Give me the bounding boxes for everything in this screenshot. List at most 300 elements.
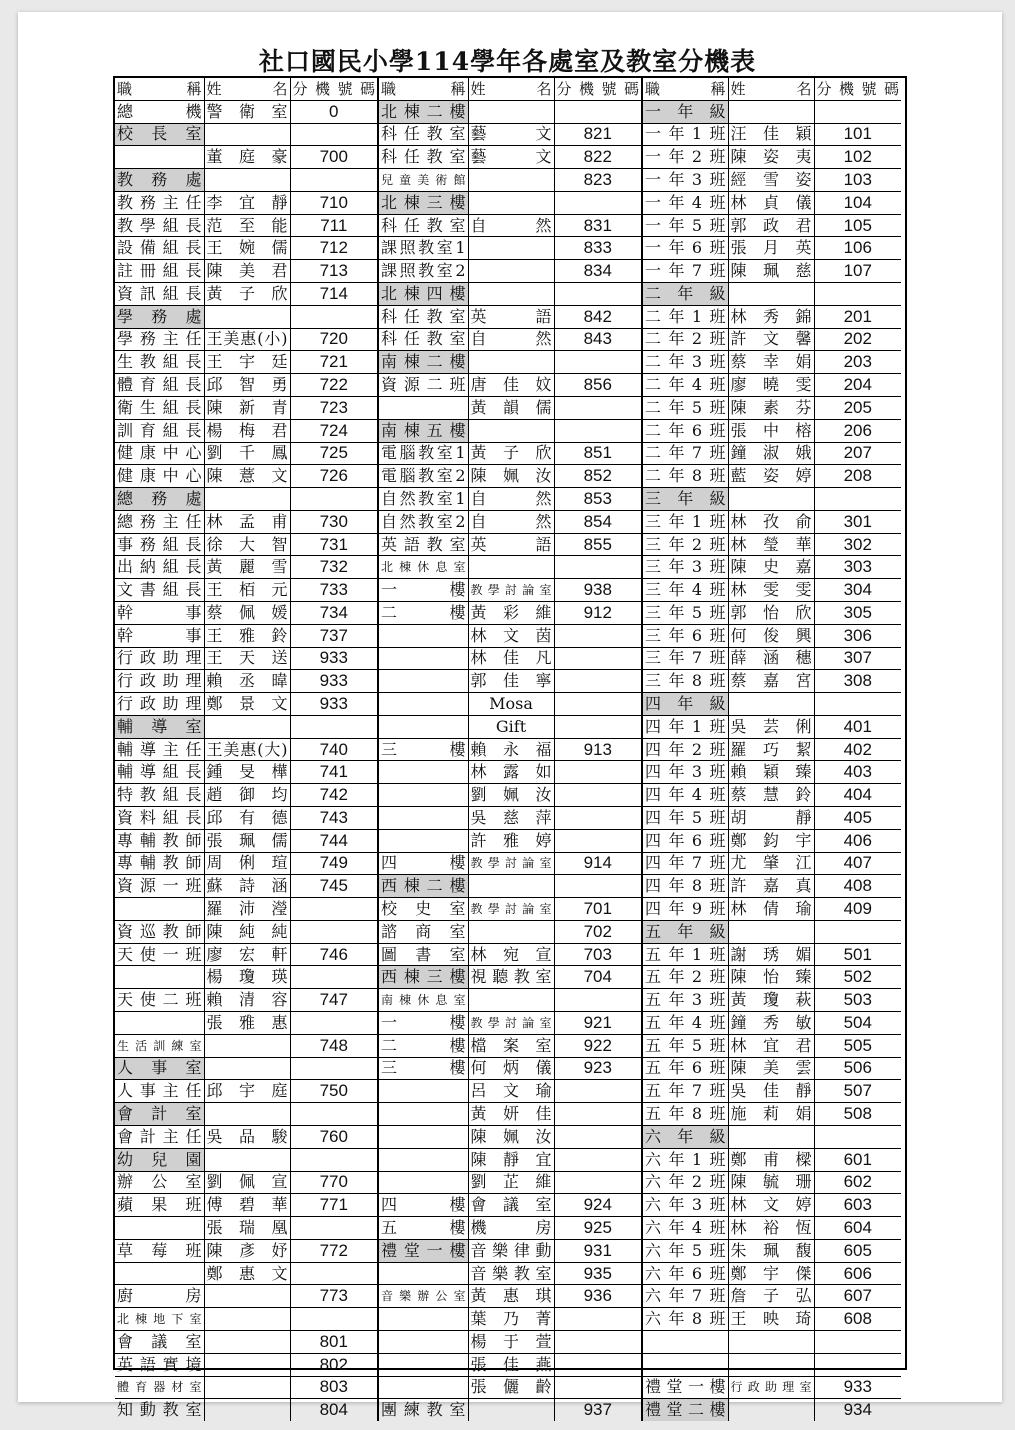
name-cell: 楊 梅 君	[204, 419, 290, 442]
table-row	[115, 396, 377, 419]
name-cell	[204, 1308, 290, 1331]
name-cell: 蔡 佩 媛	[204, 601, 290, 624]
extension-cell: 105	[814, 214, 901, 237]
room-title-cell: 總 務 處	[115, 488, 204, 511]
table-row	[115, 1353, 377, 1376]
table-row	[115, 943, 377, 966]
extension-cell: 803	[290, 1376, 377, 1399]
room-title-cell: 二年2班	[642, 328, 728, 351]
name-cell: 會 議 室	[468, 1194, 554, 1217]
extension-cell	[554, 989, 641, 1012]
extension-cell: 726	[290, 465, 377, 488]
table-row	[115, 1376, 377, 1399]
table-row	[115, 898, 377, 921]
table-row	[642, 533, 901, 556]
table-row	[115, 989, 377, 1012]
room-title-cell: 五年8班	[642, 1103, 728, 1126]
extension-cell: 843	[554, 328, 641, 351]
room-title-cell: 幹 事	[115, 624, 204, 647]
room-title-cell: 六年3班	[642, 1194, 728, 1217]
room-title-cell	[378, 1080, 468, 1103]
name-cell: 黃 妍 佳	[468, 1103, 554, 1126]
table-row	[642, 283, 901, 306]
extension-cell: 802	[290, 1353, 377, 1376]
extension-table	[113, 76, 907, 1420]
room-title-cell	[378, 715, 468, 738]
name-cell: 范 至 能	[204, 214, 290, 237]
table-row	[642, 1012, 901, 1035]
extension-cell	[290, 1262, 377, 1285]
extension-cell: 308	[814, 670, 901, 693]
table-row	[115, 670, 377, 693]
table-row	[115, 1148, 377, 1171]
table-row	[378, 807, 641, 830]
room-title-cell: 行政助理	[115, 693, 204, 716]
name-cell: 張 月 英	[728, 237, 814, 260]
table-row	[115, 738, 377, 761]
room-title-cell: 六年5班	[642, 1239, 728, 1262]
name-cell: 林 孟 甫	[204, 510, 290, 533]
name-cell: 張 儷 齡	[468, 1376, 554, 1399]
extension-cell: 923	[554, 1057, 641, 1080]
room-title-cell: 二年3班	[642, 351, 728, 374]
extension-cell: 733	[290, 579, 377, 602]
extension-cell: 104	[814, 191, 901, 214]
name-cell	[728, 1399, 814, 1421]
table-row	[642, 396, 901, 419]
room-title-cell: 五 樓	[378, 1217, 468, 1240]
extension-cell	[290, 898, 377, 921]
name-cell: 陳 新 青	[204, 396, 290, 419]
extension-cell: 772	[290, 1239, 377, 1262]
table-row	[115, 875, 377, 898]
name-cell: 自 然	[468, 214, 554, 237]
room-title-cell: 學 務 處	[115, 305, 204, 328]
extension-cell: 208	[814, 465, 901, 488]
name-cell: 賴 丞 暐	[204, 670, 290, 693]
table-row	[642, 1239, 901, 1262]
extension-cell: 711	[290, 214, 377, 237]
table-row	[378, 305, 641, 328]
page-title: 社口國民小學114學年各處室及教室分機表	[258, 47, 757, 76]
extension-cell: 504	[814, 1012, 901, 1035]
name-cell: 林 秀 錦	[728, 305, 814, 328]
name-cell	[204, 488, 290, 511]
table-row	[378, 442, 641, 465]
table-row	[378, 1239, 641, 1262]
name-cell	[468, 169, 554, 192]
table-row	[115, 146, 377, 169]
room-title-cell: 四 樓	[378, 852, 468, 875]
room-title-cell: 訓育組長	[115, 419, 204, 442]
table-row	[115, 1217, 377, 1240]
header-title: 職 稱	[381, 79, 466, 98]
extension-cell: 207	[814, 442, 901, 465]
extension-cell: 720	[290, 328, 377, 351]
name-cell: 陳 薏 文	[204, 465, 290, 488]
name-cell: 檔 案 室	[468, 1034, 554, 1057]
extension-cell: 770	[290, 1171, 377, 1194]
name-cell: 李 宜 靜	[204, 191, 290, 214]
name-cell: 傅 碧 華	[204, 1194, 290, 1217]
table-row	[115, 579, 377, 602]
table-row	[642, 442, 901, 465]
name-cell: 張 雅 惠	[204, 1012, 290, 1035]
room-title-cell: 三年6班	[642, 624, 728, 647]
name-cell	[204, 1399, 290, 1421]
room-title-cell: 五年6班	[642, 1057, 728, 1080]
room-title-cell: 人事主任	[115, 1080, 204, 1103]
extension-cell	[554, 100, 641, 123]
extension-cell: 912	[554, 601, 641, 624]
name-cell	[204, 1353, 290, 1376]
name-cell: 葉 乃 菁	[468, 1308, 554, 1331]
room-title-cell: 二 年 級	[642, 283, 728, 306]
name-cell: 陳 姵 汝	[468, 1125, 554, 1148]
table-row	[378, 1308, 641, 1331]
extension-cell: 856	[554, 374, 641, 397]
extension-cell: 506	[814, 1057, 901, 1080]
room-title-cell: 資巡教師	[115, 920, 204, 943]
name-cell: 陳 珮 慈	[728, 260, 814, 283]
extension-cell: 704	[554, 966, 641, 989]
room-title-cell: 科任教室	[378, 123, 468, 146]
room-title-cell: 五年1班	[642, 943, 728, 966]
table-row	[378, 784, 641, 807]
name-cell: 林 宛 宣	[468, 943, 554, 966]
room-title-cell: 資源一班	[115, 875, 204, 898]
extension-cell: 741	[290, 761, 377, 784]
table-row	[115, 1308, 377, 1331]
room-title-cell: 資料組長	[115, 807, 204, 830]
extension-cell	[554, 1353, 641, 1376]
name-cell	[204, 1034, 290, 1057]
room-title-cell: 四 年 級	[642, 693, 728, 716]
extension-cell	[290, 305, 377, 328]
room-title-cell: 北棟四樓	[378, 283, 468, 306]
extension-cell: 933	[290, 693, 377, 716]
room-title-cell: 科任教室	[378, 305, 468, 328]
table-row	[378, 738, 641, 761]
room-title-cell: 二 樓	[378, 1034, 468, 1057]
table-row	[115, 351, 377, 374]
room-title-cell	[378, 624, 468, 647]
name-cell: 楊 于 萱	[468, 1330, 554, 1353]
name-cell: 鍾 旻 樺	[204, 761, 290, 784]
table-row	[115, 920, 377, 943]
room-title-cell: 天使二班	[115, 989, 204, 1012]
table-row	[115, 1012, 377, 1035]
extension-cell: 714	[290, 283, 377, 306]
room-title-cell: 一 年 級	[642, 100, 728, 123]
name-cell: 音樂教室	[468, 1262, 554, 1285]
name-cell: 賴 穎 臻	[728, 761, 814, 784]
room-title-cell: 團練教室	[378, 1399, 468, 1421]
name-cell: 視聽教室	[468, 966, 554, 989]
name-cell: 汪 佳 穎	[728, 123, 814, 146]
table-row	[115, 305, 377, 328]
name-cell: 林 瑩 華	[728, 533, 814, 556]
name-cell: 劉 千 鳳	[204, 442, 290, 465]
extension-cell: 747	[290, 989, 377, 1012]
extension-cell: 102	[814, 146, 901, 169]
room-title-cell: 三年2班	[642, 533, 728, 556]
room-title-cell	[115, 1262, 204, 1285]
name-cell	[204, 1148, 290, 1171]
name-cell: 王美惠(小)	[204, 328, 290, 351]
extension-cell: 712	[290, 237, 377, 260]
name-cell	[204, 1057, 290, 1080]
table-row	[642, 100, 901, 123]
room-title-cell	[115, 146, 204, 169]
room-title-cell: 四年2班	[642, 738, 728, 761]
extension-cell: 301	[814, 510, 901, 533]
room-title-cell: 專輔教師	[115, 829, 204, 852]
extension-cell: 737	[290, 624, 377, 647]
room-title-cell: 北棟地下室	[115, 1308, 204, 1331]
name-cell	[204, 305, 290, 328]
extension-cell: 0	[290, 100, 377, 123]
extension-cell: 607	[814, 1285, 901, 1308]
name-cell: 邱 宇 庭	[204, 1080, 290, 1103]
room-title-cell: 二 樓	[378, 601, 468, 624]
table-row	[115, 601, 377, 624]
table-row	[378, 1171, 641, 1194]
table-row	[378, 1194, 641, 1217]
extension-cell	[290, 123, 377, 146]
name-cell	[468, 556, 554, 579]
name-cell: 陳 姿 夷	[728, 146, 814, 169]
extension-cell: 303	[814, 556, 901, 579]
table-row	[378, 123, 641, 146]
name-cell: 林 貞 儀	[728, 191, 814, 214]
room-title-cell: 一 樓	[378, 579, 468, 602]
room-title-cell: 事務組長	[115, 533, 204, 556]
room-title-cell: 六年1班	[642, 1148, 728, 1171]
table-row	[378, 100, 641, 123]
name-cell	[728, 693, 814, 716]
table-row	[378, 510, 641, 533]
name-cell: 許 文 馨	[728, 328, 814, 351]
extension-cell: 406	[814, 829, 901, 852]
room-title-cell	[378, 1103, 468, 1126]
name-cell	[728, 1125, 814, 1148]
name-cell: 鄭 甫 樑	[728, 1148, 814, 1171]
table-row	[115, 1262, 377, 1285]
name-cell: 許 雅 婷	[468, 829, 554, 852]
extension-cell	[290, 966, 377, 989]
room-title-cell: 校 史 室	[378, 898, 468, 921]
extension-cell: 933	[290, 647, 377, 670]
name-cell: 林 孜 俞	[728, 510, 814, 533]
table-row	[378, 852, 641, 875]
extension-cell	[290, 488, 377, 511]
table-row	[642, 191, 901, 214]
extension-cell	[290, 920, 377, 943]
extension-cell	[554, 829, 641, 852]
name-cell: 何 炳 儀	[468, 1057, 554, 1080]
name-cell: 陳 美 雲	[728, 1057, 814, 1080]
table-row	[378, 1034, 641, 1057]
table-row	[115, 169, 377, 192]
table-row	[115, 191, 377, 214]
extension-cell: 103	[814, 169, 901, 192]
table-row	[378, 328, 641, 351]
name-cell: 林 宜 君	[728, 1034, 814, 1057]
room-title-cell: 行政助理	[115, 647, 204, 670]
table-row	[378, 169, 641, 192]
extension-cell: 730	[290, 510, 377, 533]
table-row	[642, 1057, 901, 1080]
extension-cell: 922	[554, 1034, 641, 1057]
name-cell: 邱 智 勇	[204, 374, 290, 397]
name-cell: 胡 靜	[728, 807, 814, 830]
table-row	[642, 579, 901, 602]
table-row	[115, 1171, 377, 1194]
room-title-cell: 資源二班	[378, 374, 468, 397]
table-row	[642, 601, 901, 624]
extension-cell: 201	[814, 305, 901, 328]
extension-cell: 713	[290, 260, 377, 283]
extension-cell: 202	[814, 328, 901, 351]
extension-cell: 206	[814, 419, 901, 442]
table-row	[642, 328, 901, 351]
name-cell: 陳 靜 宜	[468, 1148, 554, 1171]
name-cell: 林 文 茵	[468, 624, 554, 647]
table-row	[642, 214, 901, 237]
extension-cell: 602	[814, 1171, 901, 1194]
table-row	[642, 1262, 901, 1285]
room-title-cell: 北棟二樓	[378, 100, 468, 123]
table-row	[115, 328, 377, 351]
table-row	[642, 169, 901, 192]
extension-cell: 933	[290, 670, 377, 693]
table-row	[642, 1080, 901, 1103]
room-title-cell: 六年4班	[642, 1217, 728, 1240]
table-row	[378, 1103, 641, 1126]
table-row	[115, 761, 377, 784]
extension-cell: 924	[554, 1194, 641, 1217]
table-row	[115, 807, 377, 830]
name-cell	[468, 920, 554, 943]
room-title-cell: 五年5班	[642, 1034, 728, 1057]
extension-cell: 734	[290, 601, 377, 624]
room-title-cell	[378, 1308, 468, 1331]
extension-cell: 505	[814, 1034, 901, 1057]
name-cell: Gift	[468, 715, 554, 738]
table-row	[378, 1376, 641, 1399]
table-row	[378, 351, 641, 374]
table-row	[378, 715, 641, 738]
room-title-cell: 四年3班	[642, 761, 728, 784]
room-title-cell: 會 議 室	[115, 1330, 204, 1353]
name-cell	[468, 191, 554, 214]
name-cell: 薛 涵 穗	[728, 647, 814, 670]
name-cell: 王 雅 鈴	[204, 624, 290, 647]
room-title-cell	[115, 966, 204, 989]
extension-cell	[554, 761, 641, 784]
table-row	[115, 283, 377, 306]
room-title-cell: 音樂辦公室	[378, 1285, 468, 1308]
name-cell: 自 然	[468, 328, 554, 351]
room-title-cell: 禮堂一樓	[378, 1239, 468, 1262]
room-title-cell: 英語教室	[378, 533, 468, 556]
room-title-cell	[378, 1125, 468, 1148]
name-cell: 何 俊 興	[728, 624, 814, 647]
table-row	[115, 647, 377, 670]
name-cell: 吳 品 駿	[204, 1125, 290, 1148]
name-cell: 陳 純 純	[204, 920, 290, 943]
table-row	[642, 852, 901, 875]
table-row	[642, 624, 901, 647]
extension-cell: 823	[554, 169, 641, 192]
table-row	[115, 465, 377, 488]
room-title-cell: 南棟二樓	[378, 351, 468, 374]
extension-cell: 603	[814, 1194, 901, 1217]
name-cell: 鄭 鈞 宇	[728, 829, 814, 852]
extension-cell	[554, 556, 641, 579]
room-title-cell: 教學組長	[115, 214, 204, 237]
room-title-cell	[378, 1148, 468, 1171]
room-title-cell	[378, 1262, 468, 1285]
table-row	[378, 693, 641, 716]
room-title-cell: 西棟二樓	[378, 875, 468, 898]
room-title-cell: 草 莓 班	[115, 1239, 204, 1262]
extension-cell: 302	[814, 533, 901, 556]
room-title-cell	[378, 1171, 468, 1194]
table-row	[115, 374, 377, 397]
table-row	[642, 1217, 901, 1240]
table-row	[115, 1194, 377, 1217]
name-cell	[468, 875, 554, 898]
extension-cell: 304	[814, 579, 901, 602]
table-row	[642, 693, 901, 716]
extension-cell	[290, 715, 377, 738]
room-title-cell: 兒童美術館	[378, 169, 468, 192]
table-row	[378, 465, 641, 488]
table-row	[378, 1080, 641, 1103]
extension-cell: 608	[814, 1308, 901, 1331]
table-row	[642, 1330, 901, 1353]
header-title: 職 稱	[645, 79, 726, 98]
room-title-cell: 三年7班	[642, 647, 728, 670]
extension-cell	[554, 1125, 641, 1148]
table-row	[378, 829, 641, 852]
name-cell: 蔡 嘉 宮	[728, 670, 814, 693]
room-title-cell: 六 年 級	[642, 1125, 728, 1148]
room-title-cell: 四年4班	[642, 784, 728, 807]
name-cell	[204, 123, 290, 146]
room-title-cell: 一年4班	[642, 191, 728, 214]
table-row	[115, 693, 377, 716]
room-title-cell: 自然教室1	[378, 488, 468, 511]
header-name: 姓 名	[468, 78, 554, 100]
extension-cell	[554, 1308, 641, 1331]
name-cell: 黃 彩 維	[468, 601, 554, 624]
name-cell: 黃 惠 琪	[468, 1285, 554, 1308]
name-cell: 音樂律動	[468, 1239, 554, 1262]
room-title-cell: 二年4班	[642, 374, 728, 397]
name-cell: 鐘 淑 娥	[728, 442, 814, 465]
room-title-cell: 設備組長	[115, 237, 204, 260]
room-title-cell: 一年2班	[642, 146, 728, 169]
table-row	[642, 1103, 901, 1126]
name-cell: 陳 美 君	[204, 260, 290, 283]
extension-cell	[554, 624, 641, 647]
name-cell: 藝 文	[468, 123, 554, 146]
name-cell: 陳 史 嘉	[728, 556, 814, 579]
table-row	[378, 146, 641, 169]
